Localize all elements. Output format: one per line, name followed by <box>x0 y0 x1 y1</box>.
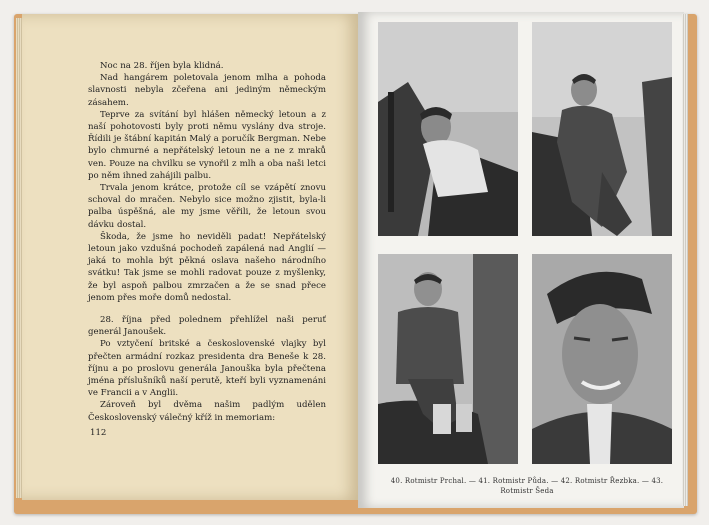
paragraph: Po vztyčení britské a československé vlajky byl přečten armádní rozkaz presidenta dra Beneše k 28. říjnu a po proslovu generála Janouška byla přečtena jména příslušníků naší perutě, kteří byli vyznamenáni ve Francii a v Anglii. <box>88 339 326 399</box>
paragraph: Noc na 28. říjen byla klidná. <box>100 61 224 71</box>
paragraph: Nad hangárem poletovala jenom mlha a pohoda slavnosti nebyla zčeřena ani jediným německým zásahem. <box>88 73 326 108</box>
paragraph: Trvala jenom krátce, protože cíl se vzápětí znovu schoval do mračen. Nebylo sice možno zjistit, byla-li palba úspěšná, ale my jsme věřili, že letoun svou dávku dostal. <box>88 183 326 230</box>
photo-rotmistr-rezbka <box>378 254 518 464</box>
paragraph: 28. října před polednem přehlížel naši peruť generál Janoušek. <box>88 315 326 338</box>
photo-caption: 40. Rotmistr Prchal. — 41. Rotmistr Půda. — 42. Rotmistr Řezbka. — 43. Rotmistr Šeda <box>390 477 664 495</box>
left-page-text <box>88 60 326 424</box>
paragraph: Škoda, že jsme ho neviděli padat! Nepřátelský letoun jako vzdušná pochodeň zapálená nad Anglií — jaká to mohla být pěkná oslava našeho národního svátku! Tak jsme se mohli radovat pouze z myšlenky, že byl aspoň palbou zmrzačen a že se snad přece jenom přes moře domů nedostal. <box>88 231 326 303</box>
page-number: 112 <box>90 428 107 438</box>
right-page-edges <box>682 14 688 506</box>
photo-rotmistr-puda <box>532 22 672 236</box>
paragraph: Teprve za svítání byl hlášen německý letoun a z naší pohotovosti byly proti němu vyslány dva stroje. Řídili je štábní kapitán Malý a poručík Bergman. Nebe bylo chmurné a nepřátelský letoun ne a ne z mraků ven. Pouze na chvilku se vynořil z mlh a oba naši letci po něm ihned zahájili palbu. <box>88 109 326 181</box>
paragraph: Zároveň byl dvěma našim padlým udělen Československý válečný kříž in memoriam: <box>88 400 326 423</box>
photo-rotmistr-prchal <box>378 22 518 236</box>
photo-rotmistr-seda <box>532 254 672 464</box>
